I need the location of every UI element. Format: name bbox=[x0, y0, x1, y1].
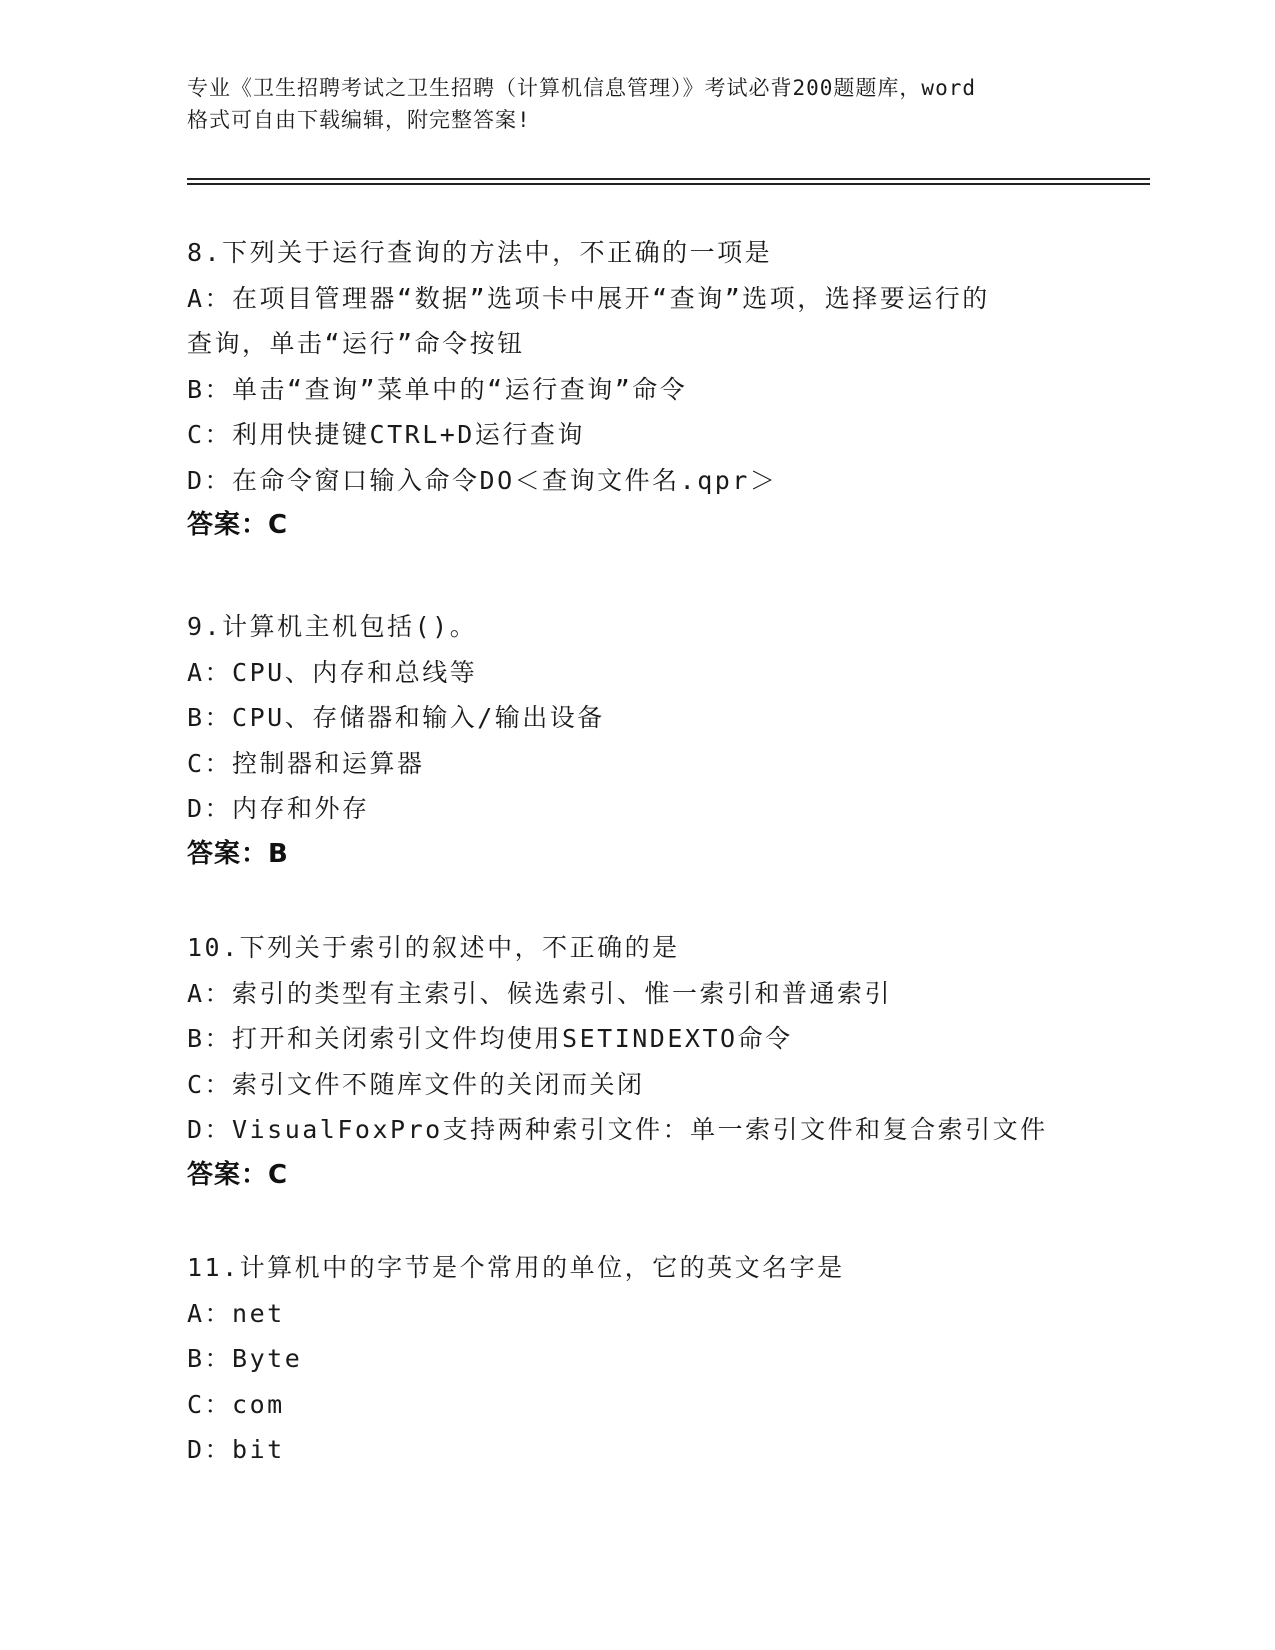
option-c: C：利用快捷键CTRL+D运行查询 bbox=[187, 420, 585, 449]
option-c: C：索引文件不随库文件的关闭而关闭 bbox=[187, 1069, 645, 1099]
question-stem: 9.计算机主机包括()。 bbox=[187, 612, 478, 641]
option-d: D：内存和外存 bbox=[187, 794, 370, 823]
question-stem: 10.下列关于索引的叙述中，不正确的是 bbox=[187, 933, 680, 962]
option-c: C：com bbox=[187, 1389, 285, 1419]
answer-label: 答案：C bbox=[187, 510, 289, 540]
option-a: A：net bbox=[187, 1298, 285, 1328]
option-d: D：在命令窗口输入命令DO＜查询文件名.qpr＞ bbox=[187, 465, 778, 495]
question-11 bbox=[187, 1245, 1107, 1473]
option-c: C：控制器和运算器 bbox=[187, 748, 425, 778]
document-header bbox=[187, 72, 1087, 136]
option-a: A：在项目管理器“数据”选项卡中展开“查询”选项，选择要运行的 bbox=[187, 283, 990, 313]
option-b: B：Byte bbox=[187, 1344, 303, 1373]
option-b: B：单击“查询”菜单中的“运行查询”命令 bbox=[187, 374, 688, 404]
header-line-1: 专业《卫生招聘考试之卫生招聘（计算机信息管理）》考试必背200题题库，word bbox=[187, 76, 976, 100]
header-divider-bottom bbox=[187, 183, 1150, 185]
option-d: D：bit bbox=[187, 1435, 285, 1464]
header-divider-top bbox=[187, 178, 1150, 180]
option-b: B：CPU、存储器和输入/输出设备 bbox=[187, 703, 605, 732]
option-a-continued: 查询，单击“运行”命令按钮 bbox=[187, 329, 525, 358]
question-10 bbox=[187, 925, 1107, 1198]
option-a: A：CPU、内存和总线等 bbox=[187, 657, 478, 687]
answer-label: 答案：C bbox=[187, 1159, 289, 1190]
question-stem: 8.下列关于运行查询的方法中，不正确的一项是 bbox=[187, 238, 773, 267]
header-line-2: 格式可自由下载编辑，附完整答案! bbox=[187, 108, 531, 132]
question-stem: 11.计算机中的字节是个常用的单位，它的英文名字是 bbox=[187, 1253, 845, 1282]
option-b: B：打开和关闭索引文件均使用SETINDEXTO命令 bbox=[187, 1024, 793, 1053]
option-d: D：VisualFoxPro支持两种索引文件：单一索引文件和复合索引文件 bbox=[187, 1115, 1048, 1144]
question-9 bbox=[187, 604, 1107, 877]
answer-label: 答案：B bbox=[187, 838, 289, 869]
question-8 bbox=[187, 230, 1107, 549]
option-a: A：索引的类型有主索引、候选索引、惟一索引和普通索引 bbox=[187, 978, 893, 1008]
